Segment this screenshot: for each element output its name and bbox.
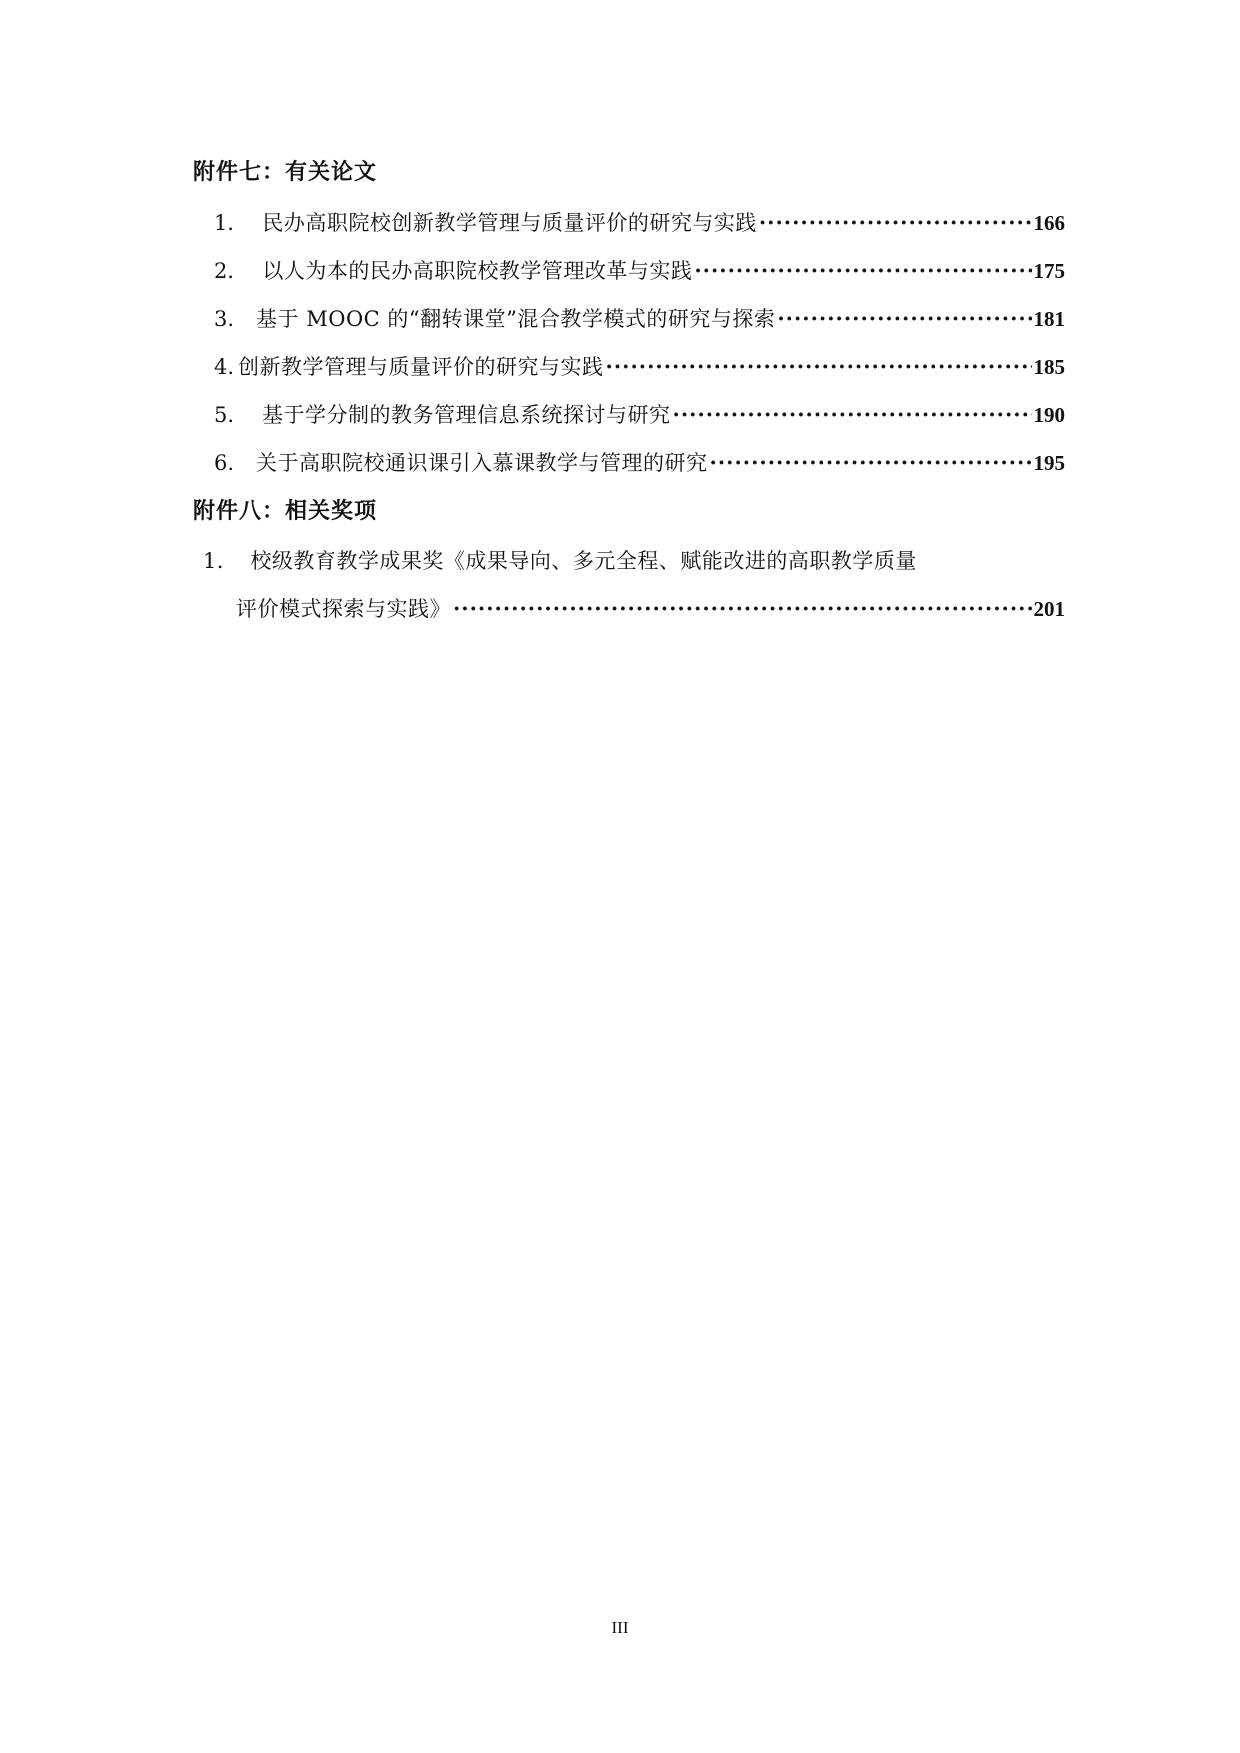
toc-entry-title: 关于高职院校通识课引入慕课教学与管理的研究 <box>256 451 708 475</box>
toc-entry-page: 190 <box>1033 403 1065 427</box>
toc-entry-number: 4. <box>214 355 235 379</box>
toc-entry-number: 1． <box>203 549 239 573</box>
toc-entry <box>214 398 1065 430</box>
toc-entry-title: 基于学分制的教务管理信息系统探讨与研究 <box>262 403 671 427</box>
toc-entry-number: 5. <box>214 403 235 427</box>
toc-entry-number: 3. <box>214 307 235 331</box>
toc-dot-leader <box>759 208 1032 238</box>
toc-entry-page: 195 <box>1033 451 1065 475</box>
toc-dot-leader <box>777 304 1031 334</box>
toc-entry-number: 2． <box>214 259 249 283</box>
toc-entry <box>214 350 1065 382</box>
toc-dot-leader <box>694 256 1031 286</box>
toc-dot-leader <box>453 594 1032 624</box>
toc-entry-title: 以人为本的民办高职院校教学管理改革与实践 <box>262 259 693 283</box>
toc-entry-title: 校级教育教学成果奖《成果导向、多元全程、赋能改进的高职教学质量 <box>250 549 917 573</box>
section-heading-appendix-8: 附件八：相关奖项 <box>193 499 378 524</box>
toc-entry-number: 6. <box>214 451 235 475</box>
toc-entry-page: 166 <box>1033 211 1065 235</box>
toc-entry <box>214 446 1065 478</box>
toc-entry-title-continued: 评价模式探索与实践》 <box>236 597 451 621</box>
toc-entry-title: 基于 MOOC 的“翻转课堂”混合教学模式的研究与探索 <box>256 307 776 331</box>
toc-entry-title: 创新教学管理与质量评价的研究与实践 <box>238 355 604 379</box>
toc-entry-title: 民办高职院校创新教学管理与质量评价的研究与实践 <box>262 211 757 235</box>
toc-dot-leader <box>606 352 1032 382</box>
toc-entry <box>214 206 1065 238</box>
section-heading-appendix-7: 附件七：有关论文 <box>193 160 378 185</box>
toc-entry-page: 181 <box>1033 307 1065 331</box>
toc-entry <box>236 592 1065 624</box>
toc-entry-page: 201 <box>1033 597 1065 621</box>
page-number: III <box>611 1618 629 1637</box>
toc-entry-number: 1． <box>214 211 249 235</box>
toc-dot-leader <box>673 400 1032 430</box>
toc-entry-first-line <box>203 546 917 576</box>
toc-entry-page: 175 <box>1033 259 1065 283</box>
toc-entry <box>214 254 1065 286</box>
toc-entry <box>214 302 1065 334</box>
toc-entry-page: 185 <box>1033 355 1065 379</box>
toc-dot-leader <box>710 448 1032 478</box>
